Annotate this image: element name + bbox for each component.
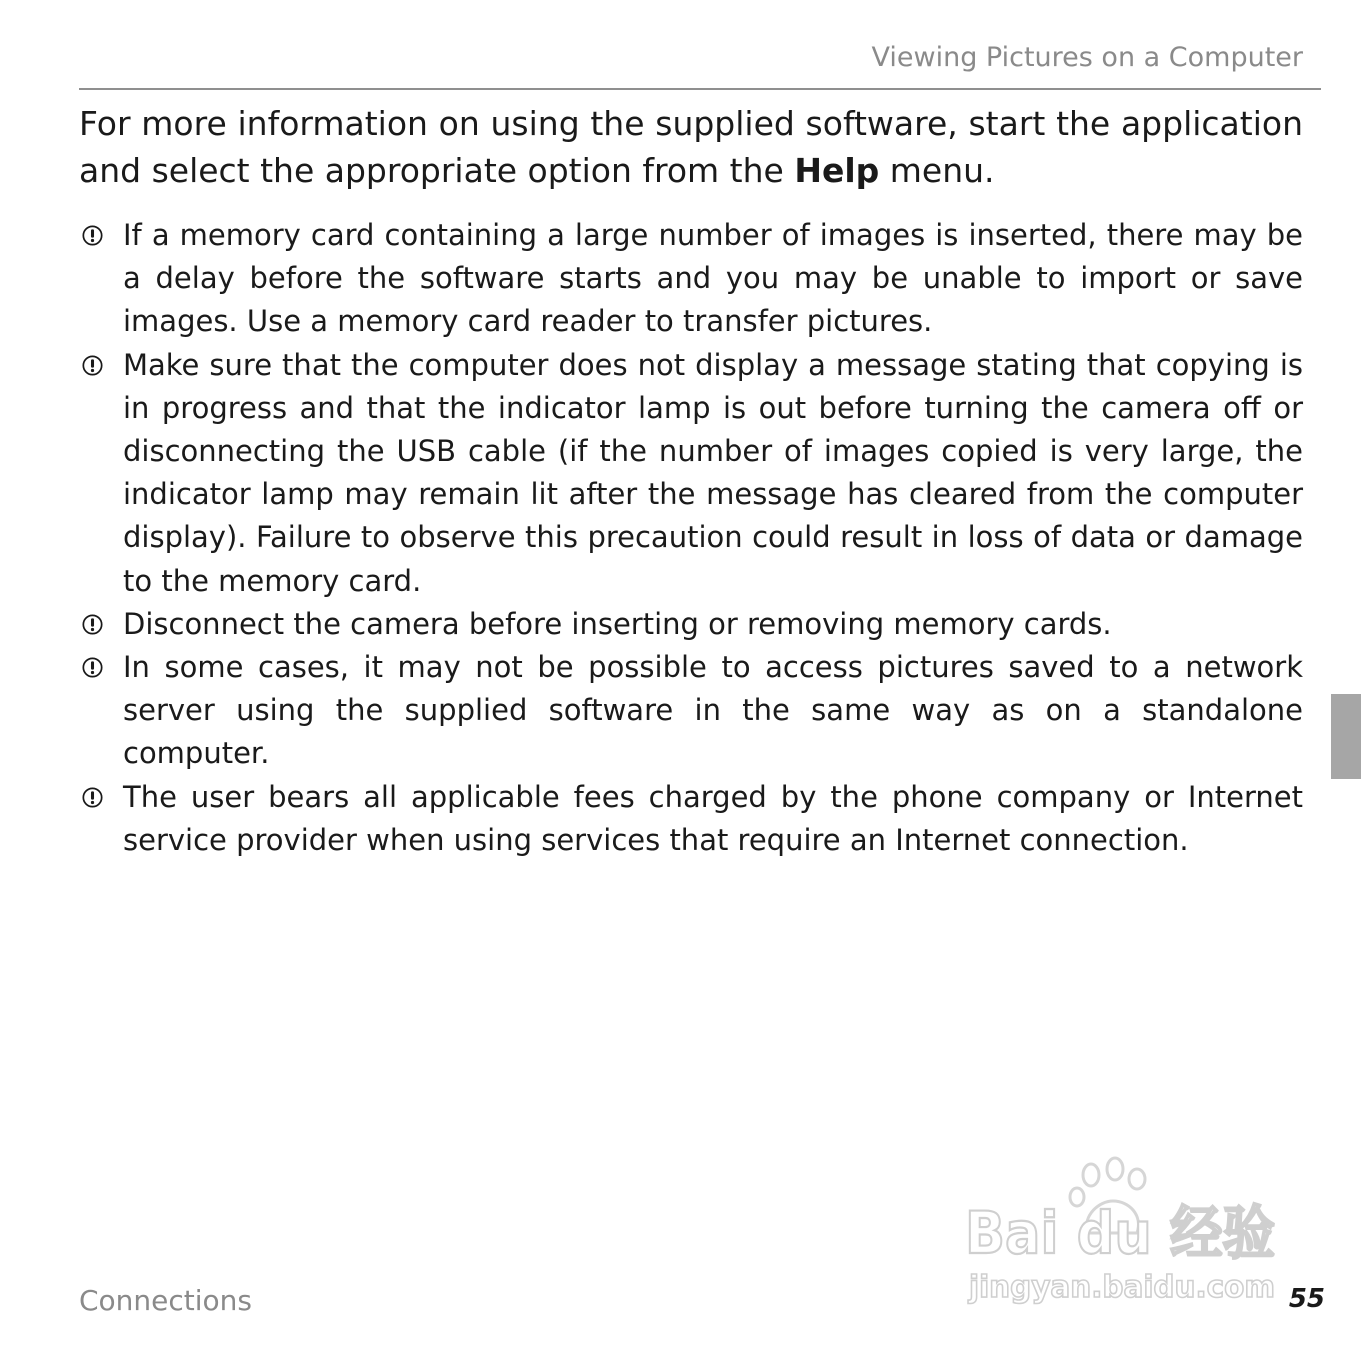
caution-note-text: Make sure that the computer does not display a message stating that copying is in progress and that the indicator lamp is out before turning the camera off or disconnecting the USB cable (if the number of images copied is very large, the indicator lamp may remain lit after the message has cleared from the computer display). Failure to observe this precaution could result in loss of data or damage to the memory card. bbox=[123, 347, 1303, 598]
chapter-thumb-tab bbox=[1331, 694, 1361, 779]
caution-note-text: If a memory card containing a large number of images is inserted, there may be a delay before the software starts and you may be unable to import or save images. Use a memory card reader to transfer pictures. bbox=[123, 218, 1303, 339]
page-number: 55 bbox=[1288, 1284, 1325, 1314]
caution-note-text: The user bears all applicable fees charged by the phone company or Internet service provider when using services that require an Internet connection. bbox=[123, 779, 1303, 857]
running-header: Viewing Pictures on a Computer bbox=[871, 42, 1303, 73]
caution-icon bbox=[82, 787, 103, 808]
intro-paragraph bbox=[79, 100, 1303, 194]
caution-icon bbox=[82, 657, 103, 678]
baidu-jingyan-watermark bbox=[965, 1155, 1285, 1305]
caution-note bbox=[79, 646, 1303, 776]
caution-icon bbox=[82, 225, 103, 246]
caution-notes-list bbox=[79, 214, 1303, 862]
caution-note bbox=[79, 344, 1303, 603]
caution-note bbox=[79, 776, 1303, 862]
intro-text-after: menu. bbox=[879, 151, 995, 190]
watermark-brand: Bai du 经验 bbox=[965, 1199, 1275, 1267]
caution-icon bbox=[82, 614, 103, 635]
intro-text-before: For more information on using the supplied software, start the application and select the appropriate option from the bbox=[79, 104, 1303, 190]
caution-note bbox=[79, 214, 1303, 344]
caution-note-text: In some cases, it may not be possible to access pictures saved to a network server using the supplied software in the same way as on a standalone computer. bbox=[123, 650, 1303, 771]
watermark-url: jingyan.baidu.com bbox=[968, 1270, 1275, 1305]
caution-note bbox=[79, 603, 1303, 646]
header-divider bbox=[79, 88, 1321, 90]
caution-note-text: Disconnect the camera before inserting or removing memory cards. bbox=[123, 606, 1112, 641]
footer-section-name: Connections bbox=[79, 1284, 253, 1317]
caution-icon bbox=[82, 355, 103, 376]
help-menu-name: Help bbox=[794, 151, 880, 190]
